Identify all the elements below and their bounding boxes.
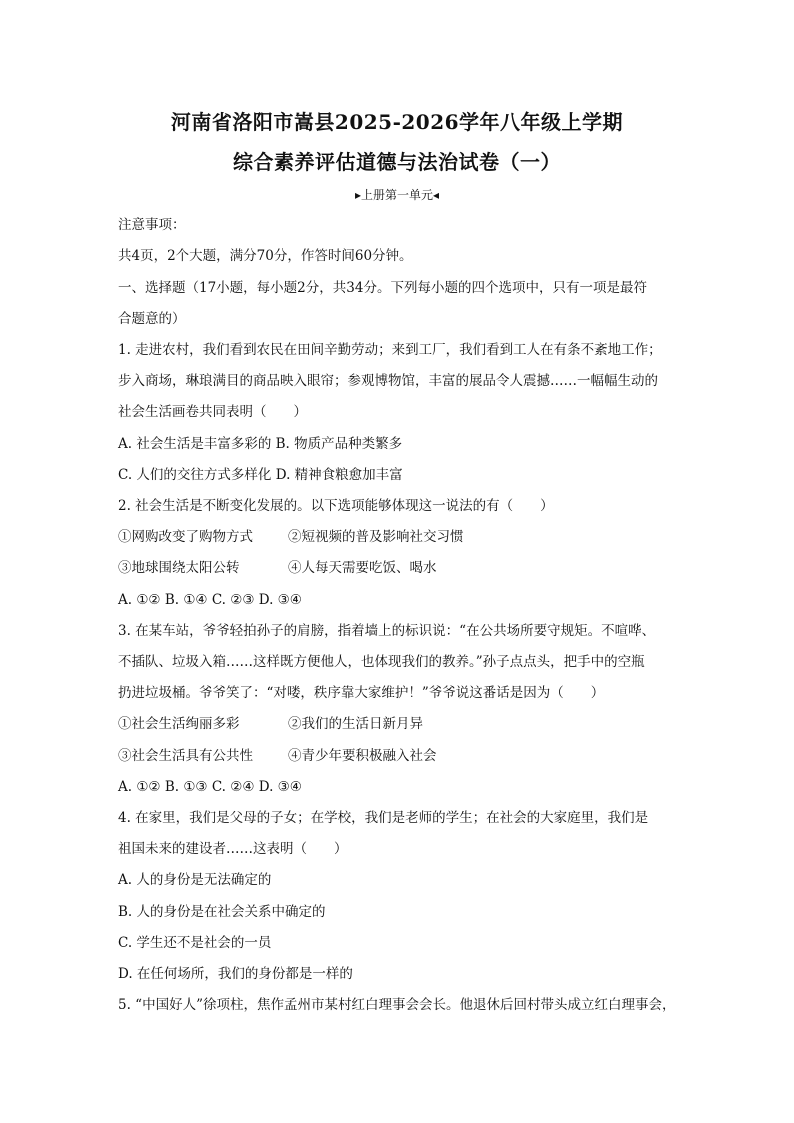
question-text: 祖国未来的建设者……这表明（ ） — [118, 841, 348, 857]
question-text: 1. 走进农村，我们看到农民在田间辛勤劳动；来到工厂，我们看到工人在有条不紊地工作； — [118, 342, 662, 358]
answer-options: C. 人们的交往方式多样化 D. 精神食粮愈加丰富 — [118, 467, 403, 483]
section-heading: 一、选择题（17小题，每小题2分，共34分。下列每小题的四个选项中，只有一项是最符 — [118, 280, 647, 296]
answer-options: A. ①② B. ①④ C. ②③ D. ③④ — [118, 592, 302, 608]
question-text: 步入商场，琳琅满目的商品映入眼帘；参观博物馆，丰富的展品令人震撼……一幅幅生动的 — [118, 373, 658, 389]
unit-subtitle: ▸上册第一单元◂ — [354, 188, 440, 202]
answer-option-b: B. 人的身份是在社会关系中确定的 — [118, 904, 326, 920]
notes-line: 共4页，2个大题，满分70分，作答时间60分钟。 — [118, 248, 413, 264]
answer-option-d: D. 在任何场所，我们的身份都是一样的 — [118, 966, 353, 982]
question-text: 4. 在家里，我们是父母的子女；在学校，我们是老师的学生；在社会的大家庭里，我们是 — [118, 810, 649, 826]
section-heading-cont: 合题意的） — [118, 311, 186, 327]
answer-options: A. ①② B. ①③ C. ②④ D. ③④ — [118, 779, 302, 795]
question-text: 社会生活画卷共同表明（ ） — [118, 404, 307, 420]
statement-item: ④人每天需要吃饭、喝水 — [288, 560, 437, 576]
statement-item: ②我们的生活日新月异 — [288, 716, 423, 732]
answer-option-c: C. 学生还不是社会的一员 — [118, 935, 272, 951]
exam-title-line1: 河南省洛阳市嵩县2025-2026学年八年级上学期 — [170, 110, 624, 134]
answer-options: A. 社会生活是丰富多彩的 B. 物质产品种类繁多 — [118, 436, 403, 452]
question-text: 3. 在某车站，爷爷轻拍孙子的肩膀，指着墙上的标识说：“在公共场所要守规矩。不喧哗、 — [118, 623, 656, 639]
answer-option-a: A. 人的身份是无法确定的 — [118, 872, 272, 888]
notes-heading: 注意事项： — [118, 217, 186, 233]
statement-item: ③社会生活具有公共性 — [118, 748, 253, 764]
statement-item: ①社会生活绚丽多彩 — [118, 716, 240, 732]
statement-item: ①网购改变了购物方式 — [118, 529, 253, 545]
statement-item: ④青少年要积极融入社会 — [288, 748, 437, 764]
exam-title-line2: 综合素养评估道德与法治试卷（一） — [233, 150, 561, 174]
question-text: 5. “中国好人”徐项柱，焦作孟州市某村红白理事会会长。他退休后回村带头成立红白理事会， — [118, 997, 676, 1013]
statement-item: ②短视频的普及影响社交习惯 — [288, 529, 464, 545]
question-text: 不插队、垃圾入箱……这样既方便他人，也体现我们的教养。”孙子点点头，把手中的空瓶 — [118, 654, 645, 670]
question-text: 扔进垃圾桶。爷爷笑了：“对喽，秩序靠大家维护！”爷爷说这番话是因为（ ） — [118, 685, 605, 701]
question-text: 2. 社会生活是不断变化发展的。以下选项能够体现这一说法的有（ ） — [118, 498, 554, 514]
statement-item: ③地球围绕太阳公转 — [118, 560, 240, 576]
